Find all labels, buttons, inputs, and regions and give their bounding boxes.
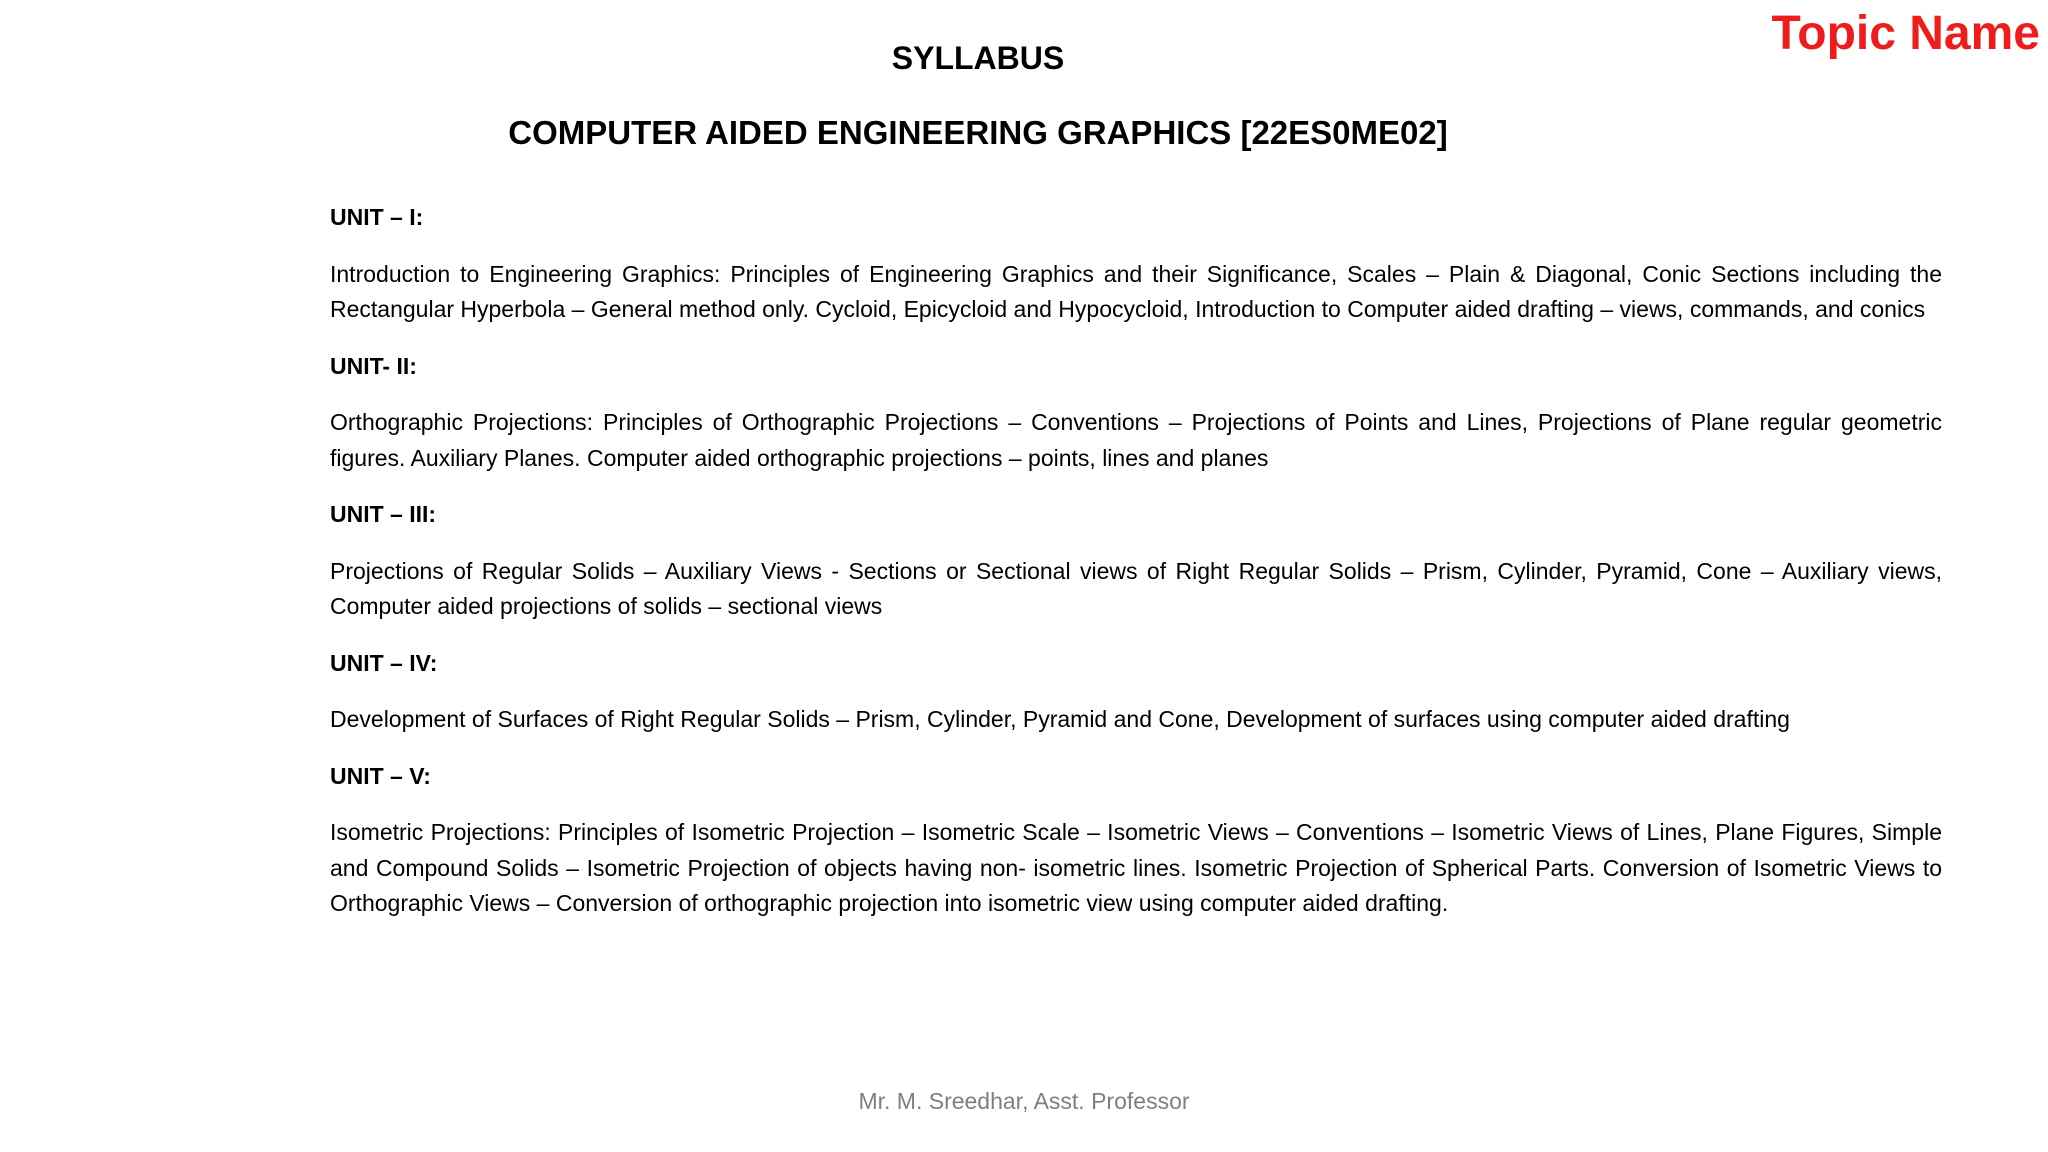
unit-1 — [330, 200, 1942, 328]
unit-description: Isometric Projections: Principles of Isometric Projection – Isometric Scale – Isometric Views – Conventions – Isometric Views of Lines, Plane Figures, Simple and Compound Solids – Isometric Projection of objects having non- isometric lines. Isometric Projection of Spherical Parts. Conversion of Isometric Views to Orthographic Views – Conversion of orthographic projection into isometric view using computer aided drafting. — [330, 819, 1942, 916]
unit-label: UNIT – III: — [330, 501, 437, 527]
unit-label: UNIT- II: — [330, 352, 417, 379]
unit-4 — [330, 646, 1942, 738]
unit-label: UNIT – I: — [330, 204, 424, 230]
unit-5 — [330, 759, 1942, 922]
unit-label: UNIT – IV: — [330, 649, 438, 676]
unit-3 — [330, 497, 1942, 625]
unit-label: UNIT – V: — [330, 762, 431, 789]
topic-name: Topic Name — [1771, 7, 2040, 60]
page-title: SYLLABUS — [891, 40, 1065, 76]
unit-2 — [330, 349, 1942, 477]
unit-description: Projections of Regular Solids – Auxiliary Views - Sections or Sectional views of Right Regular Solids – Prism, Cylinder, Pyramid, Cone – Auxiliary views, Computer aided projections of solids – sectional views — [330, 557, 1942, 619]
unit-description: Orthographic Projections: Principles of Orthographic Projections – Conventions – Projections of Points and Lines, Projections of Plane regular geometric figures. Auxiliary Planes. Computer aided orthographic projections – points, lines and planes — [330, 409, 1942, 471]
course-title: COMPUTER AIDED ENGINEERING GRAPHICS [22ES0ME02] — [508, 114, 1448, 151]
unit-description: Development of Surfaces of Right Regular Solids – Prism, Cylinder, Pyramid and Cone, Development of surfaces using computer aided drafting — [330, 706, 1790, 732]
unit-description: Introduction to Engineering Graphics: Principles of Engineering Graphics and their Significance, Scales – Plain & Diagonal, Conic Sections including the Rectangular Hyperbola – General method only. Cycloid, Epicycloid and Hypocycloid, Introduction to Computer aided drafting – views, commands, and conics — [330, 260, 1942, 322]
syllabus-content — [330, 200, 1942, 943]
footer-author: Mr. M. Sreedhar, Asst. Professor — [858, 1088, 1190, 1114]
